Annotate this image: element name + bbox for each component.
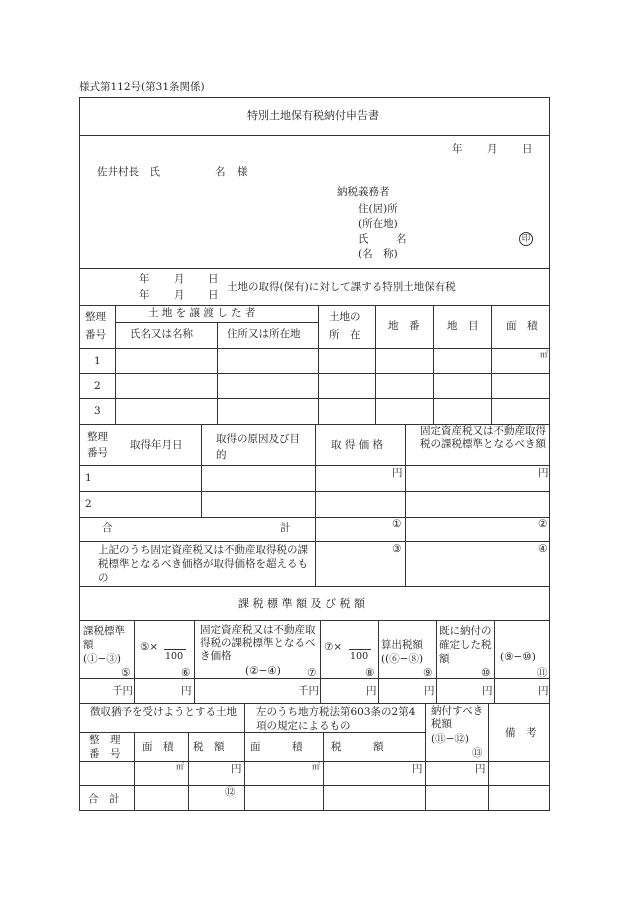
deferral-seiri-label-1: 整 理 <box>89 734 121 746</box>
deferral-unit-m2: ㎡ <box>312 762 320 771</box>
circle-2: ② <box>538 518 548 530</box>
taxpayer-name-alt-label: (名 称) <box>358 248 398 260</box>
tax-col4-denominator: 100 <box>350 651 369 662</box>
deferral-remarks-header: 備 考 <box>505 727 537 739</box>
rule <box>488 703 489 811</box>
tax-col7-header: (⑨−⑩) <box>500 651 536 663</box>
circle-7: ⑦ <box>307 667 317 679</box>
form-title: 特別土地保有税納付申告書 <box>247 109 379 122</box>
tax-unit-yen: 円 <box>482 685 493 697</box>
deferral-unit-yen: 円 <box>412 763 423 775</box>
rule <box>375 305 376 424</box>
deferral-seiri-label-2: 番 号 <box>89 748 121 760</box>
rule <box>79 703 550 704</box>
land-seiri-label-1: 整理 <box>85 311 106 323</box>
land-address-col-header: 住所又は所在地 <box>227 328 301 340</box>
rule <box>79 586 550 587</box>
deferral-left-header: 徴収猶予を受けようとする土地 <box>90 706 237 718</box>
tax-unit-yen: 円 <box>181 685 192 697</box>
land-category-col-header: 地 目 <box>447 320 479 332</box>
acq-date-col-header: 取得年月日 <box>130 439 183 451</box>
date-day-label: 日 <box>522 143 533 155</box>
tax-col2-denominator: 100 <box>165 651 184 662</box>
rule <box>201 424 202 517</box>
rule <box>378 620 379 703</box>
tax-col3-header: 固定資産税又は不動産取得税の課税標準となるべき価格 <box>200 624 316 662</box>
deferral-area2-col: 面 積 <box>250 741 303 753</box>
acq-price-col-header: 取 得 価 格 <box>331 439 384 451</box>
taxpayer-mei-label: 名 <box>396 233 407 245</box>
rule <box>491 305 492 424</box>
deferral-tax2-col: 税 額 <box>331 741 384 753</box>
land-area-col-header: 面 積 <box>506 320 538 332</box>
acq-row-number: 2 <box>85 498 92 510</box>
circle-5: ⑤ <box>121 667 131 679</box>
rule <box>188 732 189 811</box>
deferral-tax-col: 税 額 <box>193 741 225 753</box>
period-to-month: 月 <box>174 289 185 301</box>
rule <box>79 135 550 136</box>
acq-total-label-1: 合 <box>102 522 113 534</box>
taxpayer-location-label: (所在地) <box>358 218 398 230</box>
land-unit-m2: ㎡ <box>540 350 548 359</box>
rule <box>315 424 316 586</box>
rule <box>194 620 195 703</box>
acq-std-unit: 円 <box>538 467 549 479</box>
rule <box>494 620 495 703</box>
addressee-name: 佐井村長 氏 <box>97 166 160 178</box>
taxpayer-heading: 納税義務者 <box>337 186 390 198</box>
rule <box>318 305 319 424</box>
acq-seiri-label-2: 番号 <box>87 447 108 459</box>
deferral-unit-yen: 円 <box>231 763 242 775</box>
rule <box>436 620 437 703</box>
period-to-year: 年 <box>139 289 150 301</box>
rule <box>79 348 550 349</box>
circle-10: ⑩ <box>481 667 491 679</box>
rule <box>134 732 135 811</box>
tax-section-heading: 課 税 標 準 額 及 び 税 額 <box>238 597 365 610</box>
fraction-bar <box>164 649 186 650</box>
deferral-area-col: 面 積 <box>142 741 174 753</box>
taxpayer-address-label: 住(居)所 <box>358 203 398 215</box>
circle-12: ⑫ <box>225 786 236 798</box>
rule <box>134 620 135 703</box>
land-location-col-header-2: 所 在 <box>329 329 361 341</box>
rule <box>323 732 324 811</box>
land-row-number: 1 <box>94 355 101 367</box>
rule <box>79 620 550 621</box>
acq-total-label-2: 計 <box>280 522 291 534</box>
period-description: 土地の取得(保有)に対して課する特別土地保有税 <box>227 281 456 293</box>
rule <box>217 322 218 424</box>
date-month-label: 月 <box>487 143 498 155</box>
land-row-number: 2 <box>94 380 101 392</box>
circle-6: ⑥ <box>181 667 191 679</box>
addressee-honorific: 様 <box>237 166 248 178</box>
deferral-total-label: 合 計 <box>88 793 120 805</box>
land-lot-col-header: 地 番 <box>388 320 420 332</box>
deferral-unit-m2: ㎡ <box>176 762 184 771</box>
circle-3: ③ <box>392 543 402 555</box>
rule <box>79 785 550 786</box>
taxpayer-shi-label: 氏 <box>358 233 369 245</box>
acq-seiri-label-1: 整理 <box>87 431 108 443</box>
circle-13: ⑬ <box>472 747 483 759</box>
circle-4: ④ <box>538 543 548 555</box>
deferral-due-formula: (⑪−⑫) <box>431 733 469 745</box>
addressee-name-label: 名 <box>215 166 226 178</box>
seal-mark: 印 <box>519 232 533 246</box>
land-transferor-header: 土 地 を 譲 渡 し た 者 <box>148 307 256 319</box>
rule <box>425 703 426 811</box>
tax-unit-yen: 円 <box>366 685 377 697</box>
period-from-day: 日 <box>208 273 219 285</box>
acq-excess-label: 上記のうち固定資産税又は不動産取得税の課税標準となるべき価格が取得価格を超えるもの <box>98 544 308 584</box>
rule <box>79 373 550 374</box>
fraction-bar <box>349 649 371 650</box>
circle-11: ⑪ <box>537 667 548 679</box>
period-to-day: 日 <box>208 289 219 301</box>
acq-price-unit: 円 <box>392 467 403 479</box>
circle-8: ⑧ <box>365 667 375 679</box>
deferral-due-header: 納付すべき税額 <box>431 705 484 730</box>
tax-col6-header: 既に納付の確定した税額 <box>439 625 492 665</box>
tax-col4-header: ⑦× <box>324 641 343 653</box>
acq-reason-col-header: 取得の原因及び目的 <box>216 433 300 461</box>
rule <box>320 620 321 703</box>
rule <box>405 424 406 586</box>
rule <box>79 268 550 269</box>
deferral-unit-yen: 円 <box>475 763 486 775</box>
tax-col1-header: 課税標準額 (①−③) <box>83 625 125 665</box>
circle-9: ⑨ <box>423 667 433 679</box>
tax-unit-sen: 千円 <box>298 685 319 697</box>
tax-col5-header: 算出税額 ((⑥−⑧) <box>381 639 424 665</box>
circle-1: ① <box>392 518 402 530</box>
period-from-month: 月 <box>174 273 185 285</box>
land-name-col-header: 氏名又は名称 <box>130 328 193 340</box>
date-year-label: 年 <box>452 143 463 155</box>
tax-unit-yen: 円 <box>538 685 549 697</box>
land-location-col-header-1: 土地の <box>329 311 361 323</box>
land-seiri-label-2: 番号 <box>85 329 106 341</box>
rule <box>115 305 116 424</box>
rule <box>79 305 550 306</box>
rule <box>433 305 434 424</box>
period-from-year: 年 <box>139 273 150 285</box>
tax-col2-header: ⑤× <box>140 641 159 653</box>
tax-unit-yen: 円 <box>424 685 435 697</box>
rule <box>244 703 245 811</box>
deferral-mid-header: 左のうち地方税法第603条の2第4項の規定によるもの <box>256 706 416 732</box>
form-number-caption: 様式第112号(第31条関係) <box>79 81 205 93</box>
acq-row-number: 1 <box>85 472 92 484</box>
tax-col3-formula: (②−④) <box>245 665 281 677</box>
acq-std-col-header: 固定資産税又は不動産取得税の課税標準となるべき額 <box>420 425 546 450</box>
tax-unit-sen: 千円 <box>112 685 133 697</box>
rule <box>79 398 550 399</box>
land-row-number: 3 <box>94 405 101 417</box>
